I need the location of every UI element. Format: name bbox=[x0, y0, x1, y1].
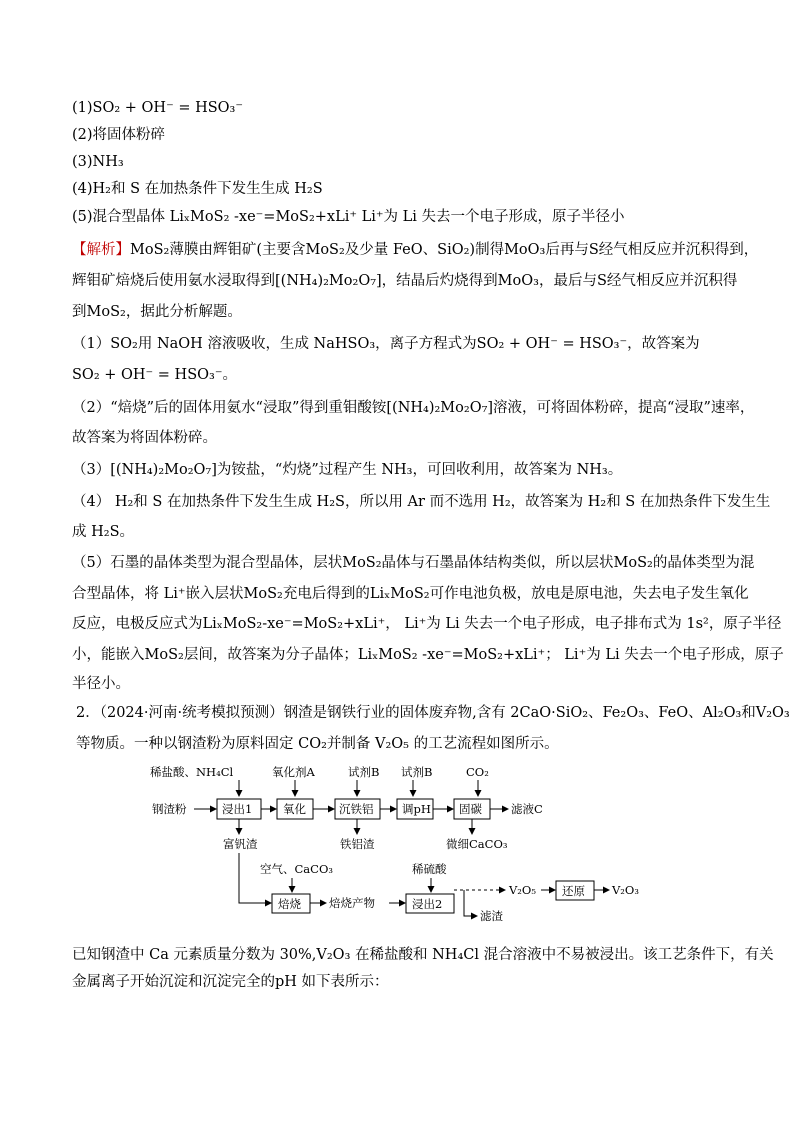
known-line-1: 已知钢渣中 Ca 元素质量分数为 30%,V₂O₃ 在稀盐酸和 NH₄Cl 混合溶液中不易被浸出。该工艺条件下，有关 bbox=[72, 947, 774, 963]
question2-line-2: 等物质。一种以钢渣粉为原料固定 CO₂并制备 V₂O₅ 的工艺流程如图所示。 bbox=[76, 736, 559, 752]
analysis-line-9: （4） H₂和 S 在加热条件下发生生成 H₂S，所以用 Ar 而不选用 H₂，故答案为 H₂和 S 在加热条件下发生生 bbox=[72, 494, 771, 510]
analysis-tag: 【解析】 bbox=[72, 242, 130, 258]
fe-al-slag-label: 铁铝渣 bbox=[340, 837, 375, 851]
box-leach-1-label: 浸出1 bbox=[222, 802, 253, 816]
answer-line-1: (1)SO₂ + OH⁻ = HSO₃⁻ bbox=[72, 100, 244, 116]
analysis-line-12: 合型晶体，将 Li⁺嵌入层状MoS₂充电后得到的LiₓMoS₂可作电池负极，放电是原电池，失去电子发生氧化 bbox=[72, 586, 749, 602]
v2o3-label: V₂O₃ bbox=[612, 883, 639, 897]
answer-line-5: (5)混合型晶体 LiₓMoS₂ -xe⁻=MoS₂+xLi⁺ Li⁺为 Li 失去一个电子形成，原子半径小 bbox=[72, 209, 625, 225]
box-carbon-fix-label: 固碳 bbox=[459, 802, 482, 816]
box-adjust-ph-label: 调pH bbox=[402, 802, 431, 816]
analysis-line-10: 成 H₂S。 bbox=[72, 524, 135, 540]
answer-line-4: (4)H₂和 S 在加热条件下发生生成 H₂S bbox=[72, 181, 323, 197]
box-precip-fe-al-label: 沉铁铝 bbox=[339, 802, 374, 816]
analysis-line-15: 半径小。 bbox=[72, 676, 130, 692]
analysis-text: MoS₂薄膜由辉钼矿(主要含MoS₂及少量 FeO、SiO₂)制得MoO₃后再与S经气相反应并沉积得到， bbox=[130, 242, 759, 258]
reagent-label-4: 试剂B bbox=[401, 765, 433, 779]
arrow-residue bbox=[464, 890, 477, 916]
known-line-2: 金属离子开始沉淀和沉淀完全的pH 如下表所示： bbox=[72, 974, 389, 990]
process-flowchart bbox=[150, 762, 650, 932]
reagent-label-5: CO₂ bbox=[466, 765, 489, 779]
analysis-line-1 bbox=[72, 240, 758, 260]
reagent-label-2: 氧化剂A bbox=[272, 765, 315, 779]
analysis-line-3: 到MoS₂，据此分析解题。 bbox=[72, 304, 242, 320]
roast-product-label: 焙烧产物 bbox=[329, 896, 375, 910]
v-slag-label: 富钒渣 bbox=[223, 837, 258, 851]
analysis-line-11: （5）石墨的晶体类型为混合型晶体，层状MoS₂晶体与石墨晶体结构类似，所以层状MoS₂的晶体类型为混 bbox=[72, 555, 755, 571]
analysis-line-6: （2）“焙烧”后的固体用氨水“浸取”得到重钼酸铵[(NH₄)₂Mo₂O₇]溶液，可将固体粉碎，提高“浸取”速率， bbox=[72, 400, 755, 416]
air-caco3-label: 空气、CaCO₃ bbox=[260, 862, 333, 876]
reagent-label-3: 试剂B bbox=[348, 765, 380, 779]
arrow-slag-roast bbox=[239, 853, 271, 903]
residue-label: 滤渣 bbox=[480, 909, 503, 923]
fine-caco3-label: 微细CaCO₃ bbox=[446, 837, 508, 851]
answer-line-2: (2)将固体粉碎 bbox=[72, 127, 166, 143]
start-label: 钢渣粉 bbox=[152, 802, 187, 816]
analysis-line-13: 反应，电极反应式为LiₓMoS₂-xe⁻=MoS₂+xLi⁺， Li⁺为 Li 失去一个电子形成，电子排布式为 1s²，原子半径 bbox=[72, 616, 782, 632]
analysis-line-14: 小，能嵌入MoS₂层间，故答案为分子晶体；LiₓMoS₂ -xe⁻=MoS₂+xLi⁺； Li⁺为 Li 失去一个电子形成，原子 bbox=[72, 647, 784, 663]
analysis-line-5: SO₂ + OH⁻ = HSO₃⁻。 bbox=[72, 367, 237, 383]
box-roast-label: 焙烧 bbox=[278, 897, 301, 911]
reagent-label-1: 稀盐酸、NH₄Cl bbox=[150, 765, 234, 779]
analysis-line-8: （3）[(NH₄)₂Mo₂O₇]为铵盐，“灼烧”过程产生 NH₃，可回收利用，故答案为 NH₃。 bbox=[72, 462, 623, 478]
dilute-h2so4-label: 稀硫酸 bbox=[412, 862, 447, 876]
analysis-line-7: 故答案为将固体粉碎。 bbox=[72, 430, 217, 446]
box-oxidize-label: 氧化 bbox=[283, 802, 306, 816]
analysis-line-2: 辉钼矿焙烧后使用氨水浸取得到[(NH₄)₂Mo₂O₇]，结晶后灼烧得到MoO₃，最后与S经气相反应并沉积得 bbox=[72, 273, 738, 289]
answer-line-3: (3)NH₃ bbox=[72, 154, 124, 170]
v2o5-label: V₂O₅ bbox=[509, 883, 536, 897]
box-reduce-label: 还原 bbox=[562, 884, 585, 898]
box-leach-2-label: 浸出2 bbox=[412, 897, 443, 911]
filtrate-c-label: 滤液C bbox=[511, 802, 543, 816]
analysis-line-4: （1）SO₂用 NaOH 溶液吸收，生成 NaHSO₃，离子方程式为SO₂ + OH⁻ = HSO₃⁻，故答案为 bbox=[72, 336, 700, 352]
question2-line-1: 2．（2024·河南·统考模拟预测）钢渣是钢铁行业的固体废弃物,含有 2CaO·SiO₂、Fe₂O₃、FeO、Al₂O₃和V₂O₃ bbox=[76, 705, 790, 721]
